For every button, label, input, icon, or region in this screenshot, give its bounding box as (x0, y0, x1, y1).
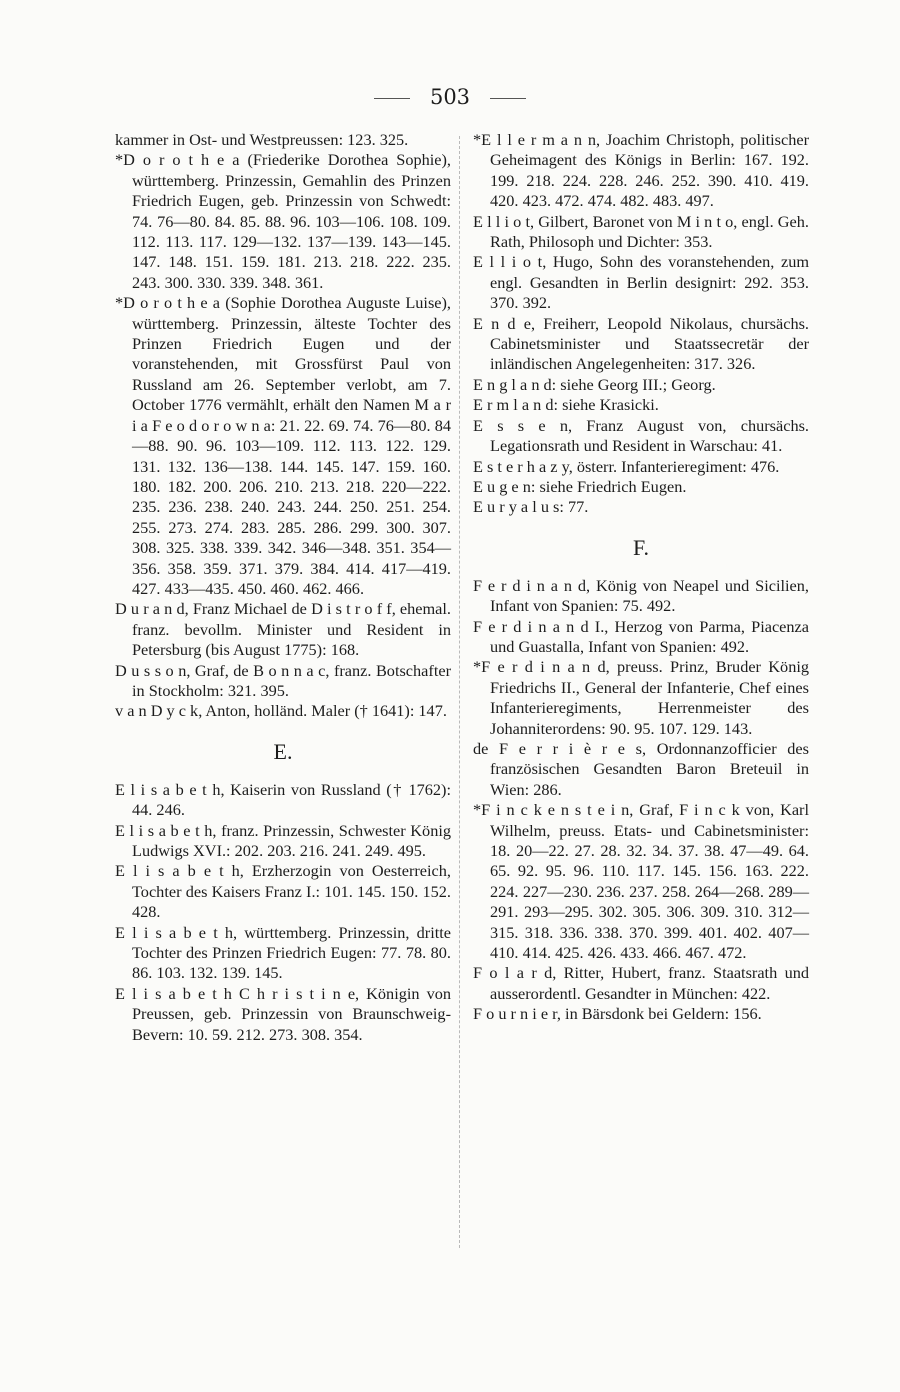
index-entry: E u r y a l u s: 77. (473, 497, 589, 517)
index-entry: F e r d i n a n d, König von Neapel und Sicilien, Infant von Spanien: 75. 492. (473, 575, 809, 616)
index-entry: *E l l e r m a n n, Joachim Christoph, politischer Geheimagent des Königs in Berlin: 167. 192. 199. 218. 224. 228. 246. 252. 390. 410. 419. 420. 423. 472. 474. 482. 483. 497. (473, 130, 809, 211)
page-number: 503 (429, 85, 471, 109)
index-entry: E l i s a b e t h, franz. Prinzessin, Schwester König Ludwigs XVI.: 202. 203. 216. 241. 249. 495. (115, 820, 451, 860)
index-entry: v a n D y c k, Anton, holländ. Maler († 1641): 147. (115, 701, 447, 721)
index-entry: E l i s a b e t h, württemberg. Prinzessin, dritte Tochter des Prinzen Friedrich Eugen: 77. 78. 80. 86. 103. 132. 139. 145. (115, 922, 451, 983)
header-rule-right (490, 98, 526, 99)
section-letter: F. (633, 534, 649, 560)
index-entry: F e r d i n a n d I., Herzog von Parma, Piacenza und Guastalla, Infant von Spanien: 492. (473, 616, 809, 656)
index-entry: E u g e n: siehe Friedrich Eugen. (473, 476, 687, 496)
column-divider (459, 136, 460, 1248)
index-entry: D u s s o n, Graf, de B o n n a c, franz. Botschafter in Stockholm: 321. 395. (115, 660, 451, 700)
index-entry: E n g l a n d: siehe Georg III.; Georg. (473, 374, 716, 394)
index-entry: E r m l a n d: siehe Krasicki. (473, 395, 659, 415)
section-letter: E. (273, 738, 293, 764)
index-entry: *D o r o t h e a (Friederike Dorothea Sophie), württemberg. Prinzessin, Gemahlin des Prinzen Friedrich Eugen, geb. Prinzessin von Schwedt: 74. 76—80. 84. 85. 88. 96. 103—106. 108. 109. 112. 113. 117. 129—132. 137—139. 143—145. 147. 148. 151. 159. 181. 213. 218. 222. 235. 243. 300. 330. 339. 348. 361. (115, 150, 451, 292)
index-entry: E n d e, Freiherr, Leopold Nikolaus, chursächs. Cabinetsminister und Staatssecretär der inländischen Angelegenheiten: 317. 326. (473, 313, 809, 374)
index-entry: de F e r r i è r e s, Ordonnanzofficier des französischen Gesandten Baron Breteuil in Wien: 286. (473, 738, 809, 799)
index-entry: E l i s a b e t h, Erzherzogin von Oesterreich, Tochter des Kaisers Franz I.: 101. 145. 150. 152. 428. (115, 861, 451, 922)
index-entry: E s t e r h a z y, österr. Infanterieregiment: 476. (473, 456, 780, 476)
index-entry: F o l a r d, Ritter, Hubert, franz. Staatsrath und ausserordentl. Gesandter in München: 422. (473, 963, 809, 1003)
index-entry: E l l i o t, Hugo, Sohn des voranstehenden, zum engl. Gesandten in Berlin designirt: 292. 353. 370. 392. (473, 252, 809, 313)
index-entry: F o u r n i e r, in Bärsdonk bei Geldern: 156. (473, 1004, 762, 1024)
index-entry: *D o r o t h e a (Sophie Dorothea Auguste Luise), württemberg. Prinzessin, älteste Tochter des Prinzen Friedrich Eugen und der voranstehenden, mit Grossfürst Paul von Russland am 26. September verlobt, am 7. October 1776 vermählt, erhält den Namen M a r i a F e o d o r o w n a: 21. 22. 69. 74. 76—80. 84 —88. 90. 96. 103—109. 112. 113. 122. 129. 131. 132. 136—138. 144. 145. 147. 159. 160. 180. 182. 200. 206. 210. 213. 218. 220—222. 235. 236. 238. 240. 243. 244. 250. 251. 254. 255. 273. 274. 283. 285. 286. 299. 300. 307. 308. 325. 338. 339. 342. 346—348. 351. 354—356. 358. 359. 371. 379. 384. 414. 417—419. 427. 433—435. 450. 460. 462. 466. (115, 293, 451, 598)
index-entry: E l i s a b e t h, Kaiserin von Russland († 1762): 44. 246. (115, 779, 451, 820)
left-column (115, 130, 451, 1045)
header-rule-left (374, 98, 410, 99)
index-entry: E l i s a b e t h C h r i s t i n e, Königin von Preussen, geb. Prinzessin von Braunschweig-Bevern: 10. 59. 212. 273. 308. 354. (115, 983, 451, 1044)
index-entry: D u r a n d, Franz Michael de D i s t r o f f, ehemal. franz. bevollm. Minister und Resident in Petersburg (bis August 1775): 168. (115, 599, 451, 660)
index-entry: E s s e n, Franz August von, chursächs. Legationsrath und Resident in Warschau: 41. (473, 415, 809, 456)
index-entry: *F i n c k e n s t e i n, Graf, F i n c k von, Karl Wilhelm, preuss. Etats- und Cabinetsminister: 18. 20—22. 27. 28. 32. 34. 37. 38. 47—49. 64. 65. 92. 95. 96. 110. 117. 145. 156. 163. 222. 224. 227—230. 236. 237. 258. 264—268. 289—291. 293—295. 302. 305. 306. 309. 310. 312—315. 318. 336. 338. 370. 399. 401. 402. 407—410. 414. 425. 426. 433. 466. 467. 472. (473, 800, 809, 963)
index-entry: E l l i o t, Gilbert, Baronet von M i n t o, engl. Geh. Rath, Philosoph und Dichter: 353. (473, 211, 809, 252)
index-entry: *F e r d i n a n d, preuss. Prinz, Bruder König Friedrichs II., General der Infanterie, Chef eines Infanterieregiments, Herrenmeister des Johanniterordens: 90. 95. 107. 129. 143. (473, 657, 809, 738)
index-entry: kammer in Ost- und Westpreussen: 123. 325. (115, 130, 409, 149)
right-column (473, 130, 809, 1025)
page-header (0, 84, 900, 110)
